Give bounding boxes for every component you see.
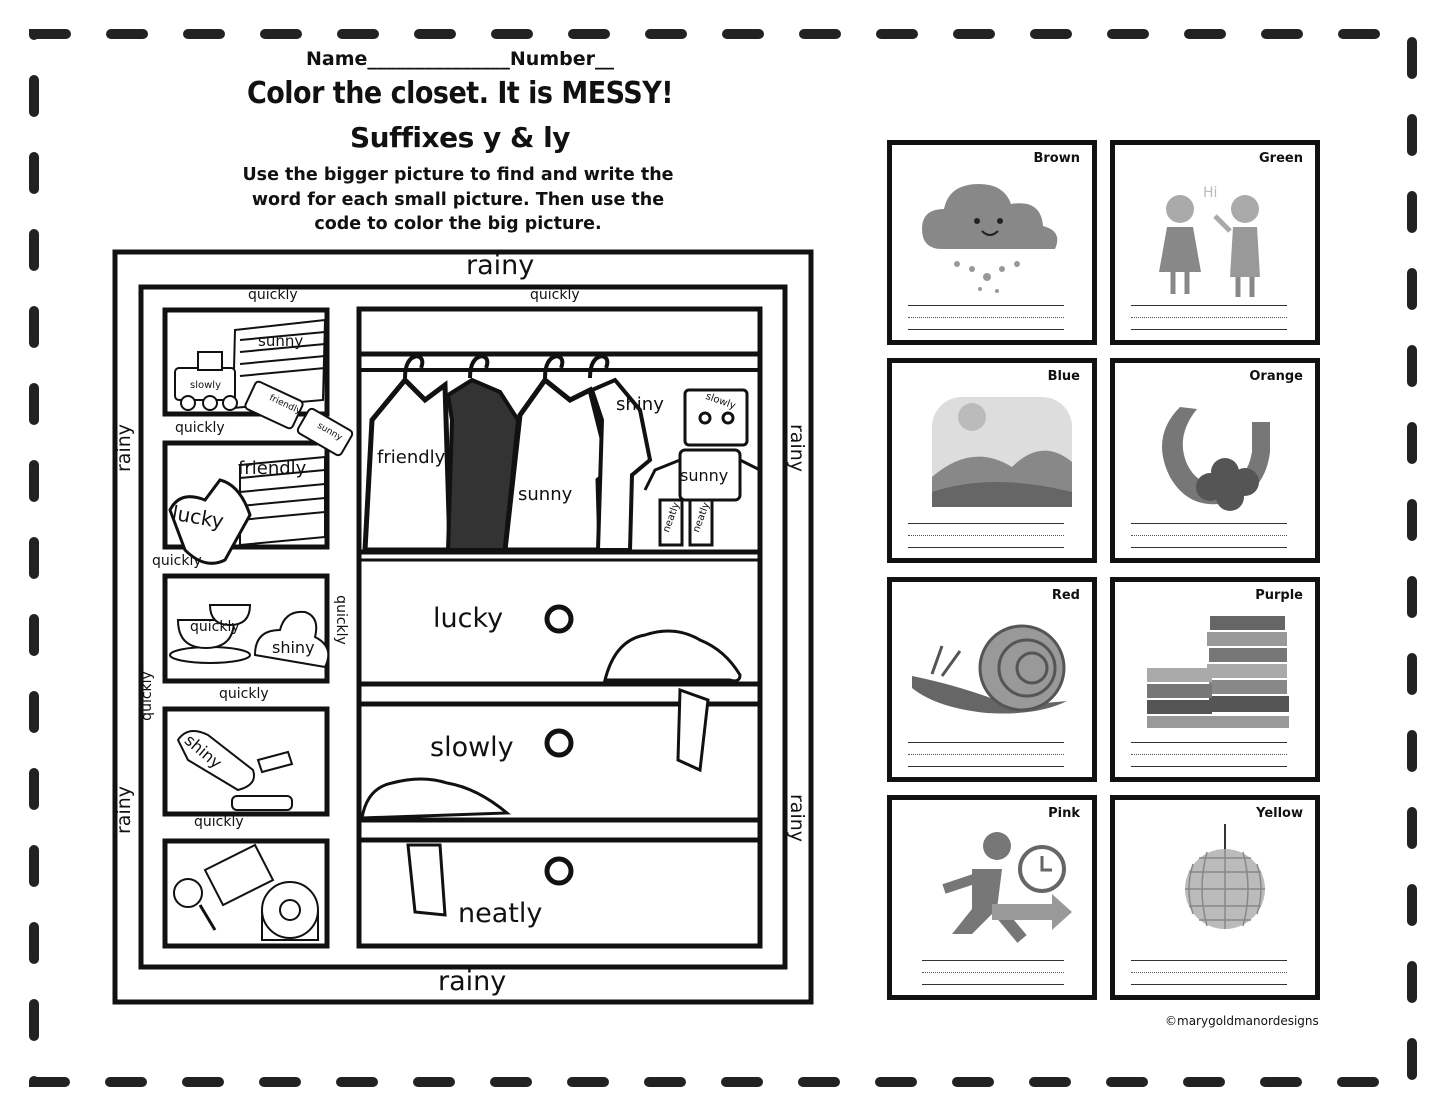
color-label: Pink [1048, 806, 1080, 821]
color-card-red [887, 577, 1097, 782]
friends-waving-icon [1125, 169, 1305, 299]
robot-label: neatly [691, 500, 713, 535]
quickly-label: quickly [530, 287, 580, 303]
svg-text:Hi: Hi [1203, 185, 1218, 201]
worksheet-subtitle: Suffixes y & ly [349, 121, 571, 154]
clothes-pile [605, 631, 740, 681]
color-card-pink [887, 795, 1097, 1000]
quickly-label: quickly [332, 595, 349, 645]
item-label: sunny [315, 420, 344, 444]
color-card-yellow [1110, 795, 1320, 1000]
quickly-label: quickly [175, 420, 225, 436]
rainy-label-bottom: rainy [438, 966, 507, 997]
instructions: Use the bigger picture to find and write the word for each small picture. Then use the code to color the big picture. [242, 165, 674, 234]
drawer-label-1: lucky [433, 603, 504, 634]
color-label: Brown [1033, 151, 1080, 166]
quickly-label: quickly [219, 686, 269, 702]
quickly-label: quickly [152, 553, 202, 569]
color-label: Red [1051, 588, 1080, 603]
item-label: shiny [272, 638, 315, 657]
name-number-line: Name_______________Number__ [306, 48, 614, 70]
color-card-purple [1110, 577, 1320, 782]
horseshoe-clover-icon [1125, 387, 1305, 517]
color-label: Orange [1249, 369, 1303, 384]
color-label: Blue [1047, 369, 1080, 384]
quickly-label: quickly [194, 814, 244, 830]
robot-label: neatly [661, 500, 683, 535]
rain-cloud-icon [902, 169, 1082, 299]
color-label: Yellow [1256, 806, 1303, 821]
jacket-label: sunny [518, 484, 573, 505]
item-label: lucky [170, 500, 226, 534]
shirt-label: shiny [616, 394, 664, 415]
item-label: friendly [238, 458, 307, 479]
item-label: slowly [190, 380, 221, 391]
copyright-text: ©marygoldmanordesigns [1165, 1014, 1319, 1028]
drawer-knob [547, 859, 571, 883]
runner-clock-icon [902, 824, 1082, 954]
item-label: quickly [190, 619, 240, 635]
item-label: friendly [267, 393, 303, 417]
rainy-label-left-top: rainy [113, 423, 136, 473]
drawer-label-2: slowly [430, 732, 514, 763]
disco-ball-icon [1125, 824, 1305, 954]
rainy-label-right-top: rainy [786, 423, 809, 473]
rainy-label-left-bottom: rainy [113, 785, 136, 835]
color-card-green [1110, 140, 1320, 345]
robot-label: sunny [680, 466, 729, 485]
clothes-pile [362, 779, 507, 818]
shirt-label: friendly [377, 447, 446, 468]
color-card-brown [887, 140, 1097, 345]
item-label: sunny [258, 332, 304, 350]
worksheet-title: Color the closet. It is MESSY! [246, 76, 674, 111]
folded-clothes-icon [1125, 606, 1305, 736]
color-label: Green [1259, 151, 1303, 166]
rainy-label-right-bottom: rainy [786, 793, 809, 843]
quickly-label: quickly [138, 671, 155, 721]
drawer-knob [547, 731, 571, 755]
color-card-blue [887, 358, 1097, 563]
drawer-label-3: neatly [458, 898, 543, 929]
drawer-knob [547, 607, 571, 631]
color-card-orange [1110, 358, 1320, 563]
sunny-landscape-icon [902, 387, 1082, 517]
snail-icon [902, 606, 1082, 736]
robot-label: slowly [704, 391, 737, 412]
item-label: shiny [180, 730, 226, 773]
rainy-label-top: rainy [466, 250, 535, 281]
quickly-label: quickly [248, 287, 298, 303]
color-label: Purple [1255, 588, 1303, 603]
